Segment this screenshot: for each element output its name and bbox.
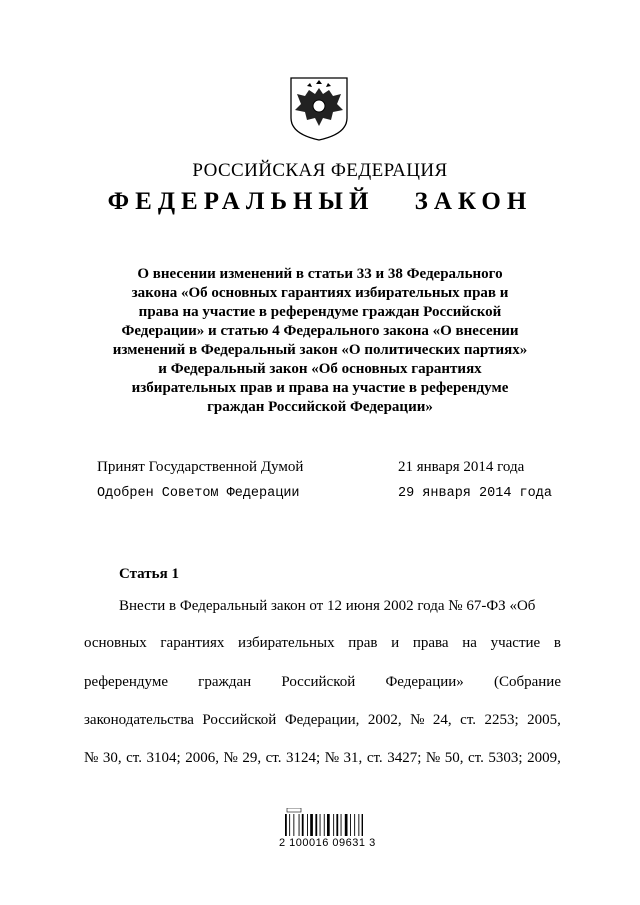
article-text-line [84, 750, 561, 767]
article-word: 3104; [146, 750, 181, 766]
article-word: 29, [242, 750, 262, 766]
country-name: РОССИЙСКАЯ ФЕДЕРАЦИЯ [192, 160, 448, 181]
article-word: права [412, 635, 449, 651]
article-word: ст. [460, 712, 476, 728]
article-word: гарантиях [160, 635, 225, 651]
council-approval-label: Одобрен Советом Федерации [97, 486, 300, 501]
article-word: Российской [202, 712, 277, 728]
barcode-number: 2 100016 09631 3 [279, 837, 376, 849]
article-word: 2009, [527, 750, 561, 766]
law-subject [110, 265, 530, 417]
article-word: № [425, 750, 441, 766]
subject-line: О внесении изменений в статьи 33 и 38 Федерального [137, 266, 503, 282]
article-word: ст. [265, 750, 282, 766]
subject-line: Федерации» и статью 4 Федерального закона «О внесении [121, 323, 519, 339]
article-word: участие [490, 635, 541, 651]
article-word: 24, [432, 712, 452, 728]
article-word: на [462, 635, 477, 651]
article-word: ст. [126, 750, 142, 766]
subject-line: избирательных прав и права на участие в референдуме [131, 380, 509, 396]
article-word: ст. [468, 750, 484, 766]
article-word: 3124; [285, 750, 321, 766]
article-text-line: Внести в Федеральный закон от 12 июня 2002 года № 67-ФЗ «Об [119, 598, 536, 614]
subject-line: права на участие в референдуме граждан Российской [138, 304, 502, 320]
article-word: № [223, 750, 238, 766]
article-text-line [84, 674, 561, 691]
subject-line: и Федеральный закон «Об основных гарантиях [158, 361, 482, 377]
article-word: 2006, [185, 750, 219, 766]
article-word: законодательства [84, 712, 194, 728]
article-word: избирательных [238, 635, 335, 651]
subject-line: закона «Об основных гарантиях избирательных прав и [131, 285, 509, 301]
article-word: 5303; [488, 750, 523, 766]
law-title-word-2: ЗАКОН [414, 188, 533, 215]
article-word: № [410, 712, 425, 728]
article-word: граждан [198, 674, 252, 690]
duma-adoption-label: Принят Государственной Думой [97, 459, 304, 475]
article-word: № [84, 750, 99, 766]
council-approval-date: 29 января 2014 года [398, 486, 552, 501]
article-word: и [391, 635, 400, 651]
duma-adoption-date: 21 января 2014 года [398, 459, 525, 475]
article-word: основных [84, 635, 147, 651]
article-word: № [324, 750, 339, 766]
article-word: 2253; [484, 712, 519, 728]
article-text-line [84, 635, 561, 652]
article-title: Статья 1 [119, 566, 179, 582]
law-title-word-1: ФЕДЕРАЛЬНЫЙ [107, 188, 375, 215]
article-word: Федерации, [284, 712, 360, 728]
article-word: 3427; [387, 750, 422, 766]
article-word: ст. [366, 750, 383, 766]
article-word: 2002, [367, 712, 402, 728]
article-word: прав [348, 635, 378, 651]
article-word: 50, [444, 750, 464, 766]
article-word: 30, [102, 750, 122, 766]
subject-line: граждан Российской Федерации» [207, 399, 433, 415]
article-word: референдуме [84, 674, 168, 690]
article-word: Федерации» [385, 674, 464, 690]
coat-of-arms-icon [287, 74, 351, 142]
article-word: Российской [281, 674, 356, 690]
subject-line: изменений в Федеральный закон «О политических партиях» [112, 342, 528, 358]
law-title [0, 188, 640, 216]
article-word: (Собрание [493, 674, 561, 690]
article-word: 2005, [527, 712, 561, 728]
article-word: 31, [343, 750, 363, 766]
article-text-line [84, 712, 561, 729]
article-word: в [553, 635, 561, 651]
